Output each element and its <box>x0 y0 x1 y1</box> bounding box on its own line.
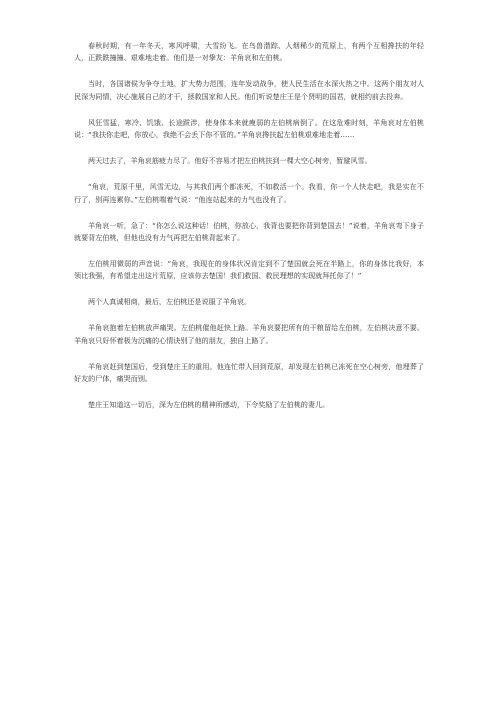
paragraph-10: 羊角哀赶到楚国后，受到楚庄王的重用。他连忙带人回到荒原，却发现左伯桃已冻死在空心树旁，他埋葬了好友的尸体，痛哭而别。 <box>74 361 424 384</box>
paragraph-8: 两个人真诚相商，最后，左伯桃还是说服了羊角哀。 <box>88 297 252 307</box>
paragraph-2: 当时，各国诸侯为争夺土地，扩大势力范围，连年发动战争，使人民生活在水深火热之中。这两个朋友对人民深为同情，决心施展自己的才干，拯救国家和人民。他们听说楚庄王是个贤明的国君，就相约前去投奔。 <box>74 79 424 101</box>
paragraph-7: 左伯桃用微弱的声音说：“角哀，我现在的身体状况肯定到不了楚国就会死在半路上，你的身体比我好，本领比我强，有希望走出这片荒原，应该你去楚国！我们救国、救民理想的实现就拜托你了！” <box>74 259 424 281</box>
document-page <box>74 40 424 425</box>
paragraph-11: 楚庄王知道这一切后，深为左伯桃的精神所感动，下令奖励了左伯桃的妻儿。 <box>88 400 330 410</box>
paragraph-6: 羊角哀一听，急了：“你怎么说这种话！伯桃，你放心，我背也要把你背到楚国去！”说着，羊角哀弯下身子就要背左伯桃，但他也没有力气再把左伯桃背起来了。 <box>74 220 424 243</box>
paragraph-1: 春秋时期，有一年冬天，寒风呼啸，大雪纷飞。在鸟兽潜踪、人烟稀少的荒原上，有两个互相搀扶的年轻人，正跌跌撞撞、艰难地走着。他们是一对挚友：羊角哀和左伯桃。 <box>74 41 424 63</box>
paragraph-3: 风狂雪猛，寒冷、饥饿、长途跋涉，使身体本来就瘦弱的左伯桃病倒了。在这危难时刻，羊角哀对左伯桃说：“我扶你走吧，你放心，我绝不会丢下你不管的。”羊角哀搀扶起左伯桃艰难地走着…… <box>74 117 424 140</box>
paragraph-4: 两天过去了，羊角哀筋疲力尽了。他好不容易才把左伯桃扶到一棵大空心树旁，暂避风雪。 <box>88 156 372 166</box>
paragraph-9: 羊角哀抱着左伯桃放声痛哭。左伯桃催他赶快上路。羊角哀要把所有的干粮留给左伯桃，左伯桃决意不要。羊角哀只好怀着极为沉痛的心情诀别了他的朋友，独自上路了。 <box>74 323 424 345</box>
paragraph-5: “角哀，荒原千里，风雪无边，与其我们两个都冻死，不如救活一个。我看，你一个人快走吧，我是实在不行了，别再连累你。”左伯桃喘着气说：“他连站起来的力气也没有了。 <box>74 182 424 204</box>
